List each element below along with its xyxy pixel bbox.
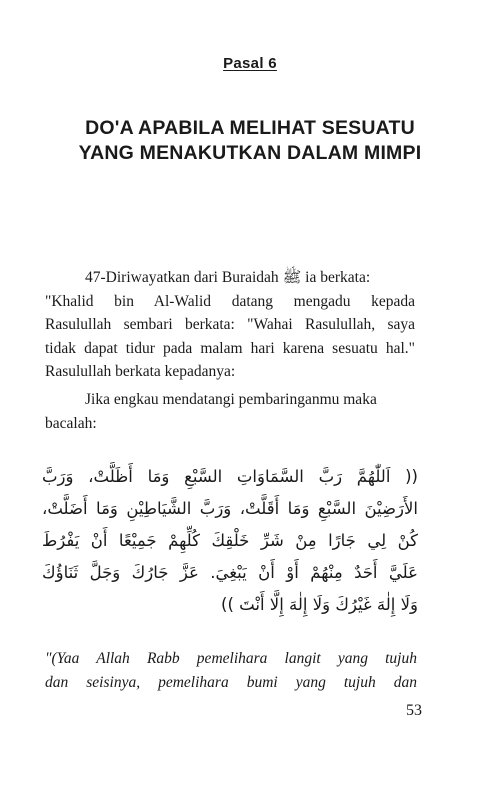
arabic-prayer [42,461,418,621]
arabic-line: عَلَيَّ أَحَدٌ مِنْهُمْ أَوْ أَنْ يَبْغِيَ. عَزَّ جَارُكَ وَجَلَّ ثَنَاؤُكَ [42,563,418,582]
paragraph-line: Jika engkau mendatangi pembaringanmu maka [85,391,377,408]
chapter-label: Pasal 6 [223,55,277,72]
paragraph-line: bacalah: [45,414,97,432]
arabic-line: وَلَا إِلٰهَ غَيْرُكَ وَلَا إِلٰهَ إِلَّا أَنْتَ )) [221,595,418,614]
paragraph-line: Rasulullah berkata kepadanya: [45,363,236,380]
title-line-2: YANG MENAKUTKAN DALAM MIMPI [78,142,422,164]
prayer-translation [45,647,417,695]
instruction-paragraph [45,388,415,435]
chapter-heading [0,55,500,72]
arabic-line: (( اَللّٰهُمَّ رَبَّ السَّمَاوَاتِ السَّبْعِ وَمَا أَظَلَّتْ، وَرَبَّ [42,467,418,486]
translation-line: dan seisinya, pemelihara bumi yang tujuh dan [45,674,417,691]
translation-line: "(Yaa Allah Rabb pemelihara langit yang tujuh [45,650,417,667]
page-number: 53 [406,702,422,719]
paragraph-line: 47-Diriwayatkan dari Buraidah ﷺ ia berkata: [85,269,371,286]
section-title [0,116,500,166]
paragraph-line: tidak dapat tidur pada malam hari karena sesuatu hal." [45,339,415,357]
paragraph-line: "Khalid bin Al-Walid datang mengadu kepada [45,292,415,310]
paragraph-line: Rasulullah sembari berkata: "Wahai Rasulullah, saya [45,316,415,333]
arabic-line: كُنْ لِي جَارًا مِنْ شَرِّ خَلْقِكَ كُلِّهِمْ جَمِيْعًا أَنْ يَفْرُطَ [42,531,418,550]
narration-paragraph [45,266,415,384]
arabic-line: الأَرَضِيْنَ السَّبْعِ وَمَا أَقَلَّتْ، وَرَبَّ الشَّيَاطِيْنِ وَمَا أَضَلَّتْ، [42,499,418,518]
title-line-1: DO'A APABILA MELIHAT SESUATU [85,117,415,139]
